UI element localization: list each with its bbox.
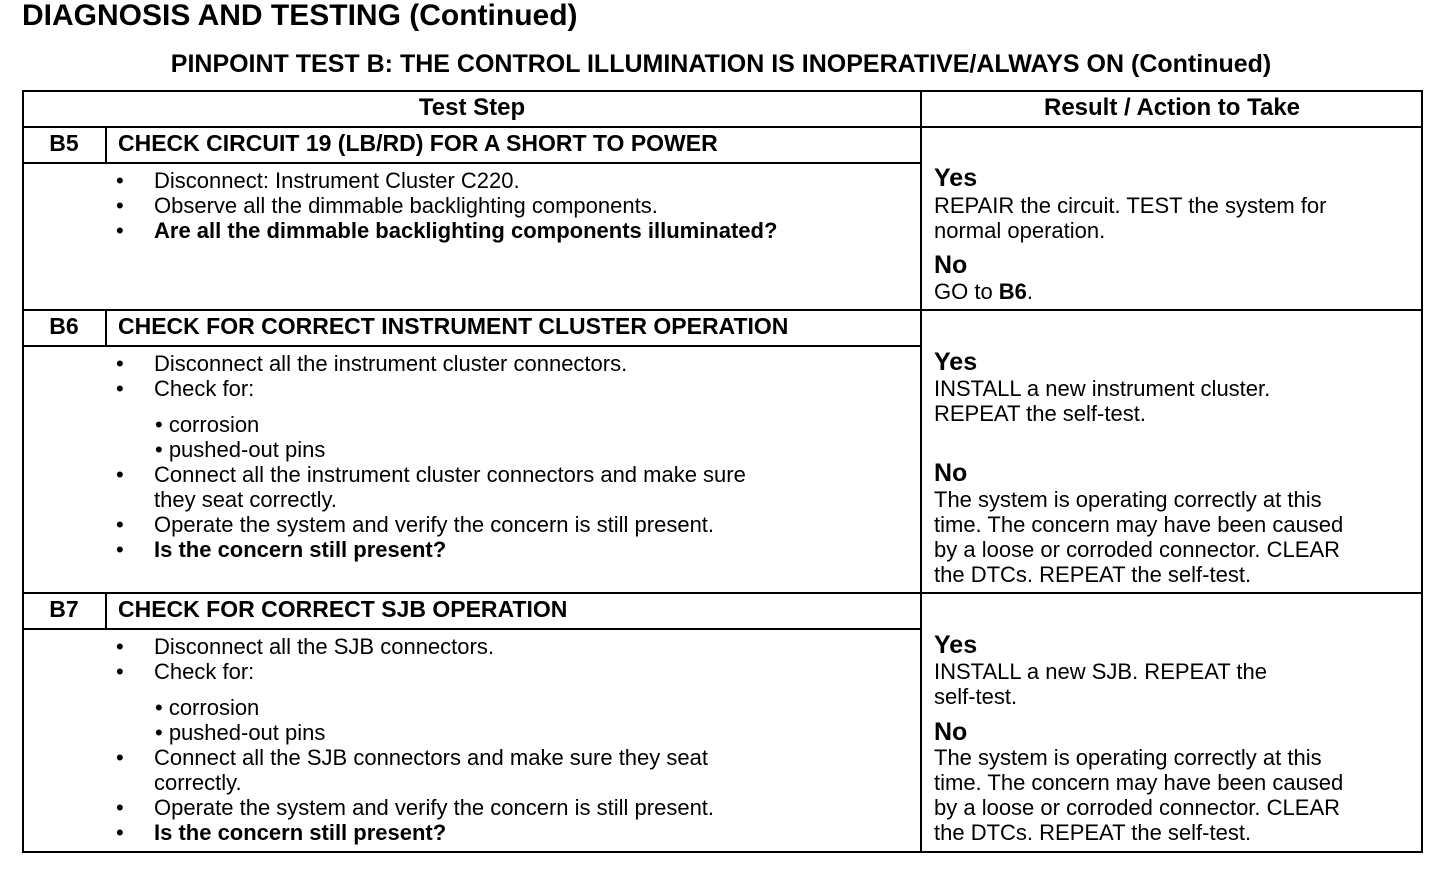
bullet: •: [116, 745, 124, 770]
step-id-b5: B5: [49, 130, 79, 156]
b7-sub-item-1: • corrosion: [155, 695, 260, 720]
b6-no-label: No: [934, 459, 968, 487]
b6-yes-line-1: INSTALL a new instrument cluster.: [934, 376, 1271, 401]
column-header-test-step: Test Step: [418, 94, 526, 121]
b5-no-label: No: [934, 251, 968, 279]
b6-sub-item-1: • corrosion: [155, 412, 260, 437]
b7-line-4: correctly.: [154, 770, 242, 795]
table-top-border: [22, 90, 1423, 92]
step-title-b7: CHECK FOR CORRECT SJB OPERATION: [118, 596, 568, 622]
bullet: •: [116, 376, 124, 401]
b7-no-line-2: time. The concern may have been caused: [934, 770, 1344, 795]
b6-line-5: Operate the system and verify the concern is still present.: [154, 512, 715, 537]
bullet: •: [116, 537, 124, 562]
b7-yes-label: Yes: [934, 631, 978, 659]
b6-row-divider: [22, 592, 1423, 594]
b6-line-2: Check for:: [154, 376, 255, 401]
table-right-border: [1421, 90, 1423, 853]
b7-sub-item-2: • pushed-out pins: [155, 720, 326, 745]
b6-sub-item-2: • pushed-out pins: [155, 437, 326, 462]
b6-line-4: they seat correctly.: [154, 487, 337, 512]
b6-no-line-3: by a loose or corroded connector. CLEAR: [934, 537, 1341, 562]
b6-no-line-1: The system is operating correctly at this: [934, 487, 1322, 512]
b6-yes-line-2: REPEAT the self-test.: [934, 401, 1146, 426]
b5-no-suffix: .: [1026, 279, 1034, 304]
b5-question: Are all the dimmable backlighting components illuminated?: [154, 218, 778, 243]
column-header-result: Result / Action to Take: [1043, 94, 1301, 121]
bullet: •: [116, 512, 124, 537]
bullet: •: [116, 193, 124, 218]
table-bottom-border: [22, 851, 1423, 853]
b7-line-2: Check for:: [154, 659, 255, 684]
b6-yes-label: Yes: [934, 348, 978, 376]
b7-yes-line-1: INSTALL a new SJB. REPEAT the: [934, 659, 1267, 684]
b5-title-divider: [22, 162, 922, 164]
step-id-b7: B7: [49, 596, 79, 622]
b7-line-3: Connect all the SJB connectors and make sure they seat: [154, 745, 708, 770]
bullet: •: [116, 795, 124, 820]
b5-line-1: Disconnect: Instrument Cluster C220.: [154, 168, 520, 193]
bullet: •: [116, 351, 124, 376]
b6-line-3: Connect all the instrument cluster connectors and make sure: [154, 462, 746, 487]
b7-no-line-4: the DTCs. REPEAT the self-test.: [934, 820, 1252, 845]
bullet: •: [116, 634, 124, 659]
pinpoint-test-subtitle: PINPOINT TEST B: THE CONTROL ILLUMINATION IS INOPERATIVE/ALWAYS ON (Continued): [170, 50, 1272, 78]
bullet: •: [116, 168, 124, 193]
b6-question: Is the concern still present?: [154, 537, 447, 562]
b5-yes-line-1: REPAIR the circuit. TEST the system for: [934, 193, 1327, 218]
header-divider: [22, 126, 1423, 128]
b7-no-label: No: [934, 718, 968, 746]
bullet: •: [116, 659, 124, 684]
column-divider: [920, 90, 922, 853]
b7-no-line-1: The system is operating correctly at this: [934, 745, 1322, 770]
bullet: •: [116, 218, 124, 243]
b5-no-prefix: GO to: [934, 279, 999, 304]
b7-question: Is the concern still present?: [154, 820, 447, 845]
b7-line-1: Disconnect all the SJB connectors.: [154, 634, 494, 659]
bullet: •: [116, 820, 124, 845]
bullet: •: [116, 462, 124, 487]
b6-no-line-4: the DTCs. REPEAT the self-test.: [934, 562, 1252, 587]
b5-yes-line-2: normal operation.: [934, 218, 1106, 243]
b5-row-divider: [22, 309, 1423, 311]
page-title: DIAGNOSIS AND TESTING (Continued): [22, 0, 578, 32]
b7-line-5: Operate the system and verify the concern is still present.: [154, 795, 715, 820]
step-id-b6: B6: [49, 313, 79, 339]
table-left-border: [22, 90, 24, 853]
b6-title-divider: [22, 345, 922, 347]
step-title-b5: CHECK CIRCUIT 19 (LB/RD) FOR A SHORT TO POWER: [118, 130, 718, 156]
b6-no-line-2: time. The concern may have been caused: [934, 512, 1344, 537]
b5-no-action: [934, 279, 1033, 305]
b6-line-1: Disconnect all the instrument cluster connectors.: [154, 351, 628, 376]
b7-title-divider: [22, 628, 922, 630]
step-title-b6: CHECK FOR CORRECT INSTRUMENT CLUSTER OPERATION: [118, 313, 789, 339]
b7-yes-line-2: self-test.: [934, 684, 1018, 709]
b5-yes-label: Yes: [934, 164, 978, 192]
b5-line-2: Observe all the dimmable backlighting components.: [154, 193, 658, 218]
b6-step-reference: B6: [998, 279, 1027, 304]
b7-no-line-3: by a loose or corroded connector. CLEAR: [934, 795, 1341, 820]
